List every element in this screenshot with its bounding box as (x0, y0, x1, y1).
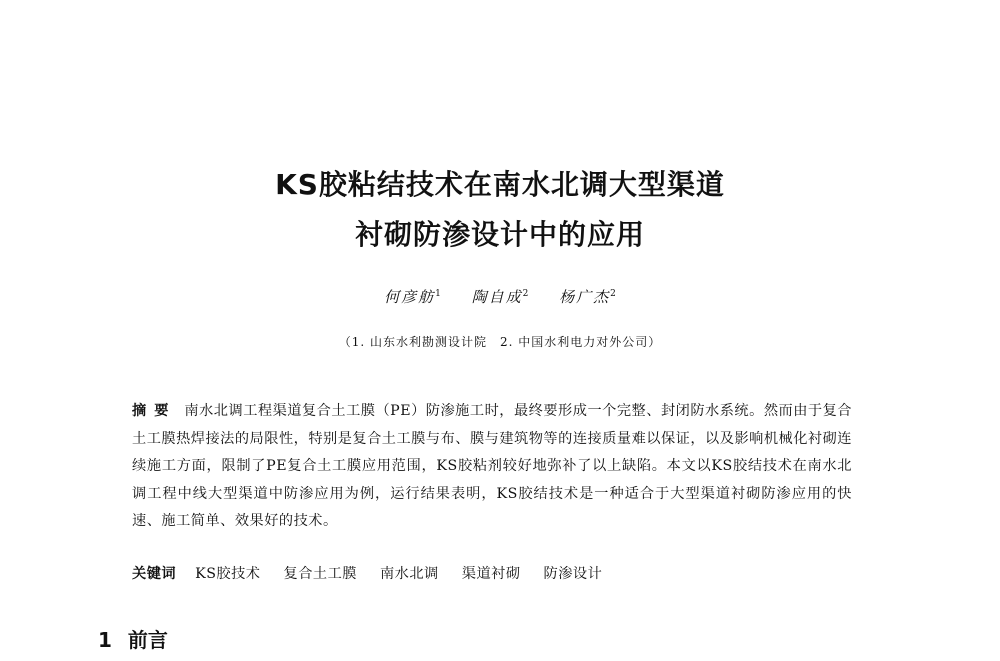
author-affiliation-mark: 1 (435, 289, 441, 299)
title-line-2: 衬砌防渗设计中的应用 (354, 218, 645, 251)
paper-title (0, 160, 1000, 260)
section-heading (98, 624, 168, 653)
author-affiliation-mark: 2 (522, 289, 529, 299)
keyword: 渠道衬砌 (461, 566, 521, 582)
keywords (132, 563, 852, 583)
keywords-label: 关键词 (132, 566, 177, 582)
section-title: 前言 (127, 628, 168, 652)
abstract-text: 南水北调工程渠道复合土工膜（PE）防渗施工时，最终要形成一个完整、封闭防水系统。然而由于复合土工膜热焊接法的局限性，特别是复合土工膜与布、膜与建筑物等的连接质量难以保证，以及影响机械化衬砌连续施工方面，限制了PE复合土工膜应用范围，KS胶粘剂较好地弥补了以上缺陷。本文以KS胶结技术在南水北调工程中线大型渠道中防渗应用为例，运行结果表明，KS胶结技术是一种适合于大型渠道衬砌防渗应用的快速、施工简单、效果好的技术。 (132, 403, 852, 529)
affiliations: （1. 山东水利勘测设计院 2. 中国水利电力对外公司） (338, 335, 662, 349)
section-number: 1 (98, 628, 112, 652)
title-line-1: KS胶粘结技术在南水北调大型渠道 (275, 168, 725, 201)
author (384, 286, 441, 307)
author (559, 286, 616, 307)
author-name: 陶自成 (471, 288, 523, 306)
author-list (0, 286, 1000, 307)
author-name: 何彦舫 (384, 288, 436, 306)
keyword: KS胶技术 (195, 566, 261, 582)
author-name: 杨广杰 (559, 288, 611, 306)
author-affiliation-mark: 2 (610, 289, 616, 299)
keyword: 防渗设计 (543, 566, 603, 582)
keyword: 南水北调 (379, 566, 439, 582)
abstract (132, 398, 852, 536)
author (472, 286, 529, 307)
keyword: 复合土工膜 (283, 566, 357, 582)
abstract-label: 摘要 (132, 403, 177, 419)
